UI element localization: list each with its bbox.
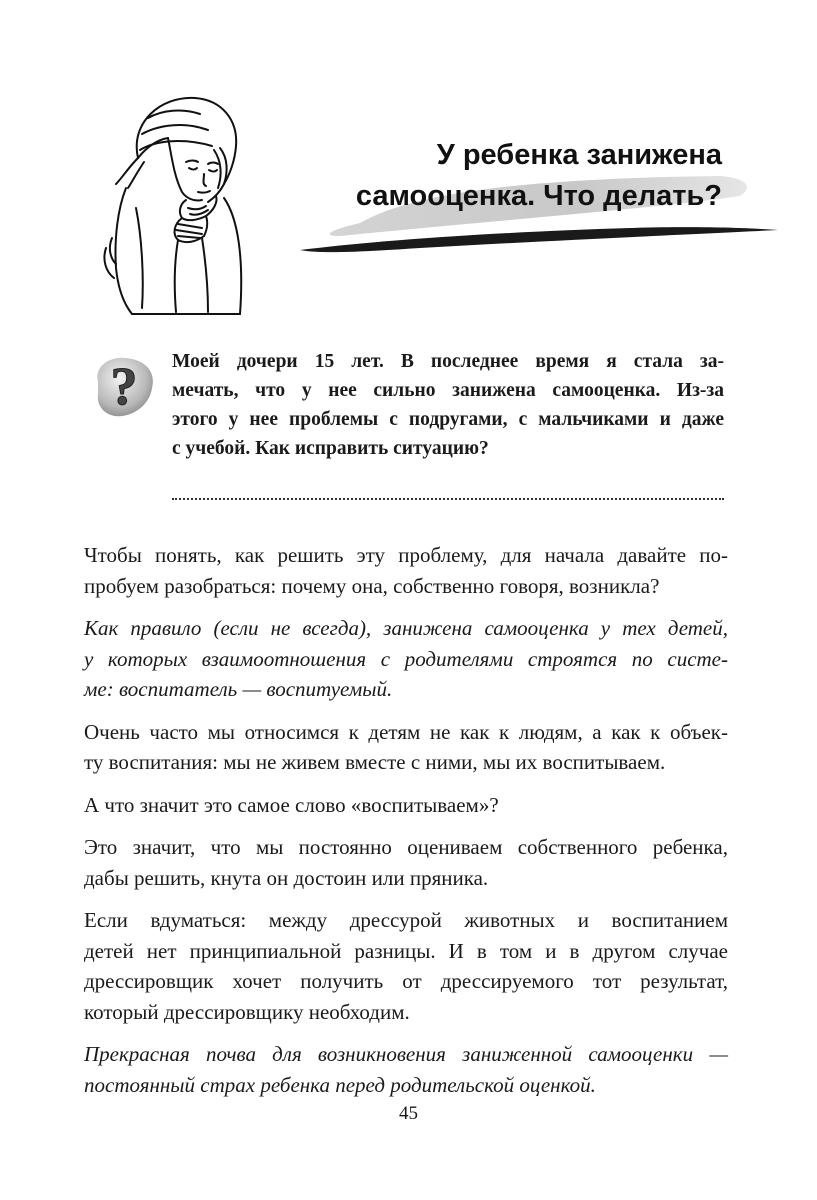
text-line: А что значит это самое слово «воспитываем»? — [84, 792, 499, 817]
text-line: ме: воспитатель — воспитуемый. — [84, 677, 393, 701]
text-line: Прекрасная почва для возникновения заниженной самооценки — — [84, 1042, 728, 1066]
question-line: мечать, что у нее сильно занижена самооценка. Из-за — [172, 380, 724, 401]
page-number: 45 — [399, 1103, 418, 1124]
paragraph — [84, 790, 728, 821]
question-mark-icon — [88, 352, 160, 424]
question-line: Моей дочери 15 лет. В последнее время я стала за- — [172, 351, 724, 372]
paragraph — [84, 540, 728, 601]
text-line: у которых взаимоотношения с родителями строятся по систе- — [84, 646, 728, 671]
question-line: с учебой. Как исправить ситуацию? — [172, 438, 489, 459]
reader-question — [172, 347, 724, 463]
text-line: Это значит, что мы постоянно оцениваем собственного ребенка, — [84, 835, 728, 859]
paragraph — [84, 832, 728, 893]
text-line: Если вдуматься: между дрессурой животных и воспитанием — [84, 908, 728, 932]
text-line: Очень часто мы относимся к детям не как к людям, а как к объек- — [84, 719, 728, 744]
text-line: ту воспитания: мы не живем вместе с ними, мы их воспитываем. — [84, 750, 666, 774]
dotted-separator — [172, 478, 724, 500]
paragraph — [84, 717, 728, 778]
text-line: Чтобы понять, как решить эту проблему, для начала давайте по- — [84, 543, 728, 567]
thinking-girl-illustration — [90, 88, 250, 318]
paragraph-emphasis — [84, 613, 728, 705]
text-line: постоянный страх ребенка перед родительской оценкой. — [84, 1072, 596, 1097]
title-line-2: самооценка. Что делать? — [355, 180, 722, 212]
text-line: дабы решить, кнута он достоин или пряника. — [84, 865, 489, 890]
text-line: дрессировщик хочет получить от дрессируемого тот результат, — [84, 969, 728, 993]
page-title — [302, 135, 722, 217]
paragraph-emphasis — [84, 1039, 728, 1100]
question-line: этого у нее проблемы с подругами, с мальчиками и даже — [172, 409, 724, 430]
answer-body — [84, 540, 728, 1112]
svg-text:?: ? — [110, 356, 138, 416]
text-line: который дрессировщику необходим. — [84, 999, 410, 1024]
text-line: детей нет принципиальной разницы. И в том и в другом случае — [84, 938, 728, 963]
text-line: пробуем разобраться: почему она, собственно говоря, возникла? — [84, 573, 660, 598]
paragraph — [84, 905, 728, 1027]
text-line: Как правило (если не всегда), занижена самооценка у тех детей, — [84, 616, 728, 640]
title-line-1: У ребенка занижена — [436, 139, 722, 171]
